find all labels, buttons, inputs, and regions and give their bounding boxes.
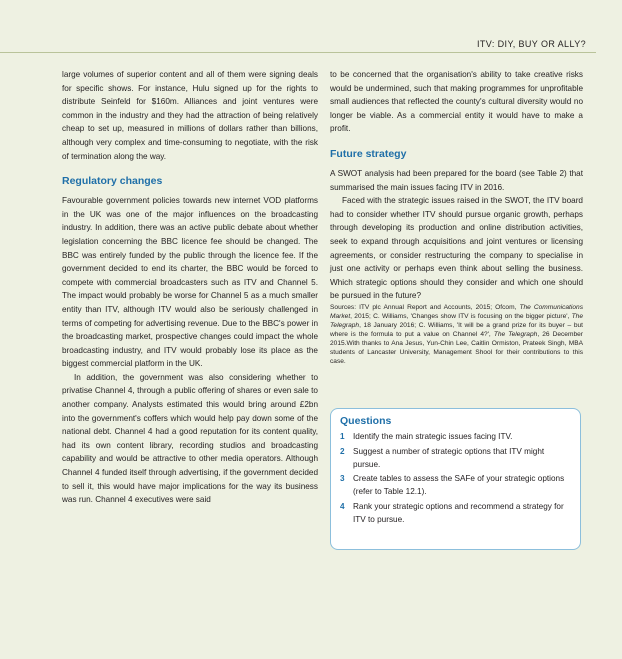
sources-title-2: The Telegraph <box>330 312 583 329</box>
question-item <box>340 473 570 499</box>
left-paragraph-3: In addition, the government was also considering whether to privatise Channel 4, through a public offering of shares or even sale to another company. Analysts estimated this would bring around £2bn into the government's coffers which would help pay down some of the national debt. Channel 4 had a good reputation for its content quality, had its own content library, recording studios and broadcasting capability and would be attractive to other media operators. Although Channel 4 funded itself through advertising, if the government decided to sell it, this would have major implications for the way its business was run. Channel 4 executives were said <box>62 372 318 505</box>
future-strategy-heading: Future strategy <box>330 147 407 160</box>
question-text: Identify the main strategic issues facing ITV. <box>353 432 513 441</box>
right-paragraph-2: A SWOT analysis had been prepared for the board (see Table 2) that summarised the main issues facing ITV in 2016. <box>330 168 583 192</box>
question-item <box>340 431 570 444</box>
question-number: 1 <box>340 432 345 441</box>
right-paragraph-1: to be concerned that the organisation's ability to take creative risks would be undermined, such that making programmes for unprofitable small audiences that reflected the county's cultural diversity would no longer be viable. As a commercial entity it would have to make a profit. <box>330 70 583 134</box>
sources-text-1: Sources: ITV plc Annual Report and Accounts, 2015; Ofcom, <box>330 303 520 311</box>
question-number: 4 <box>340 501 345 511</box>
sources-note <box>330 303 583 366</box>
sources-text-4: , 26 December 2015.With thanks to Ana Jesus, Yun-Chin Lee, Caitlin Ormiston, Prateek Singh, MBA students of Lancaster University, Management Shool for their contributions to this case. <box>330 330 583 365</box>
sources-title-1: The Communications Market <box>330 303 583 320</box>
questions-box <box>330 408 581 550</box>
question-text: Suggest a number of strategic options that ITV might pursue. <box>353 446 545 469</box>
question-text: Rank your strategic options and recommend a strategy for ITV to pursue. <box>353 501 564 524</box>
sources-text-3: , 18 January 2016; C. Williams, 'It will be a grand prize for its buyer – but where is the formula to put a value on Channel 4?', <box>330 321 583 338</box>
left-paragraph-2: Favourable government policies towards new internet VOD platforms in the UK was one of the major influences on the broadcasting industry. In addition, there was an active public debate about whether legislation concerning the BBC licence fee should be changed. The BBC was entirely funded by the public through the licence fee. If the government decided to end its charter, the BBC would be forced to compete with commercial broadcasters such as ITV and Channel 5. The impact would probably be worse for Channel 5 as a much smaller entity than ITV, although ITV would also be seriously challenged in terms of competing for advertising revenue. Due to the BBC's power in the broadcasting market, prospective changes could impact the whole broadcasting industry, and ITV would probably lose its place as the biggest commercial platform in the UK. <box>62 196 318 369</box>
left-paragraph-1: large volumes of superior content and all of them were signing deals for specific shows. For instance, Hulu signed up for the rights to distribute Seinfeld for $160m. Alliances and joint ventures were common in the industry and they had the attraction of being relatively cheap to set up, measured in millions of dollars rather than billions, although very complex and time-consuming to negotiate, with the risk of termination along the way. <box>62 70 318 161</box>
question-item <box>340 501 570 527</box>
sources-text-2: , 2015; C. Williams, 'Changes show ITV is focusing on the bigger picture', <box>350 312 572 320</box>
question-number: 2 <box>340 446 345 456</box>
header-rule <box>0 52 596 53</box>
regulatory-changes-heading: Regulatory changes <box>62 175 163 188</box>
running-head: ITV: DIY, BUY OR ALLY? <box>476 39 586 49</box>
right-column <box>330 68 583 366</box>
question-item <box>340 446 570 472</box>
question-text: Create tables to assess the SAFe of your strategic options (refer to Table 12.1). <box>353 474 565 497</box>
left-column <box>62 68 318 507</box>
sources-title-3: The Telegraph <box>493 330 538 338</box>
right-paragraph-3: Faced with the strategic issues raised in the SWOT, the ITV board had to consider whether ITV should pursue organic growth, perhaps through developing its production and online distribution activities, seek to expand through acquisitions and joint ventures or licensing agreements, or consider restructuring the company to specialise in just one activity or perhaps even think about selling the business. Which strategic options should they consider and which one should be pursued in the future? <box>330 196 583 301</box>
question-number: 3 <box>340 474 345 484</box>
questions-title: Questions <box>340 415 392 427</box>
